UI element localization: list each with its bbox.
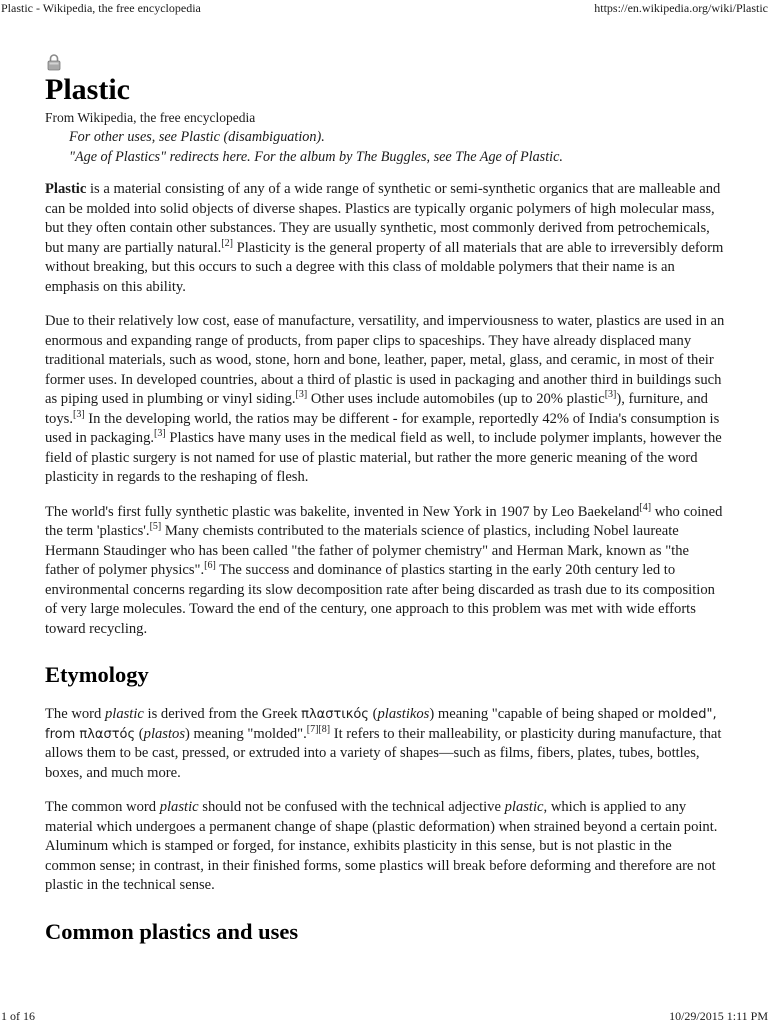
- reference-link[interactable]: [3]: [295, 389, 308, 401]
- intro-p2-text-a: Due to their relatively low cost, ease of manufacture, versatility, and imperviousness to water, plastics are used in an enormous and expanding range of products, from paper clips to spaceships. They have already displaced many traditional materials, such as wood, stone, horn and bone, leather, paper, metal, glass, and ceramic, in most of their former uses. In developed countries, about a third of plastic is used in packaging and another third in buildings such as piping used in plumbing or vinyl siding.: [45, 313, 725, 407]
- print-footer-datetime: 10/29/2015 1:11 PM: [669, 1009, 768, 1023]
- etymology-italic: plastic: [104, 706, 144, 722]
- intro-p1-text-b: Plasticity is the general property of all materials that are able to irreversibly deform without breaking, but this occurs to such a degree with this class of moldable polymers that their name is an emphasis on this ability.: [45, 239, 724, 295]
- reference-link[interactable]: [4]: [639, 501, 652, 513]
- intro-p3-text-a: The world's first fully synthetic plastic was bakelite, invented in New York in 1907 by Leo Baekeland: [45, 503, 640, 520]
- reference-link[interactable]: [3]: [154, 428, 166, 440]
- article-term: Plastic: [45, 181, 87, 197]
- etymology-italic: plastic: [504, 799, 544, 815]
- etymology-text: is derived from the Greek: [143, 706, 302, 722]
- etymology-paragraph-1: [45, 705, 725, 783]
- intro-p2-text-e: Plastics have many uses in the medical field as well, to include polymer implants, however the field of plastic surgery is not named for use of plastic material, but rather the more generic meaning of the word plasticity in regards to the reshaping of flesh.: [45, 430, 722, 485]
- reference-link[interactable]: [3]: [72, 408, 85, 420]
- reference-link[interactable]: [2]: [221, 237, 233, 249]
- section-heading-etymology: Etymology: [45, 662, 149, 687]
- intro-p2-text-c: ), furniture, and toys.: [45, 391, 708, 427]
- etymology-text: (: [368, 706, 378, 722]
- etymology-text: molded", from: [45, 707, 717, 742]
- hatnote-disambiguation[interactable]: For other uses, see Plastic (disambiguation).: [69, 129, 325, 145]
- page-title: Plastic: [45, 73, 130, 106]
- etymology-italic: plastikos: [377, 706, 430, 722]
- etymology-italic: plastos: [143, 725, 186, 742]
- etymology-paragraph-2: [45, 798, 725, 896]
- intro-p3-text-c: Many chemists contributed to the materials science of plastics, including Nobel laureate Hermann Staudinger who has been called "the father of polymer chemistry" and Herman Mark, known as "the father of polymer physics".: [45, 523, 689, 578]
- greek-word: πλαστός: [79, 726, 136, 742]
- print-footer: [0, 1009, 768, 1023]
- etymology-text: The common word: [45, 799, 160, 815]
- etymology-text: It refers to their malleability, or plasticity during manufacture, that allows them to be cast, pressed, or extruded into a variety of shapes—such as films, fibers, plates, tubes, bottles, boxes, and much more.: [45, 725, 722, 781]
- intro-paragraph-2: [45, 312, 725, 488]
- lock-icon: [47, 53, 61, 71]
- intro-paragraph-1: [45, 180, 725, 297]
- print-footer-page: 1 of 16: [1, 1009, 35, 1023]
- intro-p2-text-d: In the developing world, the ratios may be different - for example, reportedly 42% of India's consumption is used in packaging.: [45, 410, 720, 446]
- etymology-italic: plastic: [159, 799, 199, 815]
- reference-link[interactable]: [3]: [604, 389, 617, 401]
- intro-p3-text-d: The success and dominance of plastics starting in the early 20th century led to environmental concerns regarding its slow decomposition rate after being discarded as trash due to its composition of very large molecules. Toward the end of the century, one approach to this problem was met with wide efforts toward recycling.: [45, 562, 715, 637]
- intro-p2-text-b: Other uses include automobiles (up to 20% plastic: [307, 391, 605, 407]
- etymology-text: , which is applied to any material which undergoes a permanent change of shape (plastic deformation) when strained beyond a certain point. Aluminum which is stamped or forged, for instance, exhibits plasticity in this sense, but is not plastic in the common sense; in contrast, in their finished forms, some plastics will break before deforming and therefore are not plastic in the technical sense.: [45, 799, 718, 893]
- intro-paragraph-3: [45, 503, 725, 640]
- print-header-title: Plastic - Wikipedia, the free encyclopedia: [1, 1, 201, 15]
- greek-word: πλαστικός: [301, 707, 369, 722]
- reference-link[interactable]: [7][8]: [306, 723, 331, 735]
- etymology-text: should not be confused with the technical adjective: [198, 799, 505, 815]
- etymology-text: The word: [45, 706, 105, 722]
- hatnote-age-of-plastics[interactable]: "Age of Plastics" redirects here. For the album by The Buggles, see The Age of Plastic.: [69, 149, 563, 165]
- reference-link[interactable]: [6]: [204, 560, 216, 572]
- print-header-url: https://en.wikipedia.org/wiki/Plastic: [594, 1, 768, 15]
- intro-p3-text-b: who coined the term 'plastics'.: [45, 503, 723, 539]
- reference-link[interactable]: [5]: [149, 521, 162, 533]
- print-header: [0, 1, 768, 17]
- section-heading-common-plastics: Common plastics and uses: [45, 918, 299, 944]
- site-subtitle: From Wikipedia, the free encyclopedia: [45, 110, 256, 125]
- intro-p1-text-a: is a material consisting of any of a wide range of synthetic or semi-synthetic organics that are malleable and can be molded into solid objects of diverse shapes. Plastics are typically organic polymers of high molecular mass, but they often contain other substances. They are usually synthetic, most commonly derived from petrochemicals, but many are partially natural.: [45, 181, 721, 256]
- etymology-text: (: [135, 725, 144, 742]
- article-content: [45, 53, 725, 946]
- etymology-text: ) meaning "capable of being shaped or: [429, 706, 658, 722]
- etymology-text: ) meaning "molded".: [185, 725, 307, 742]
